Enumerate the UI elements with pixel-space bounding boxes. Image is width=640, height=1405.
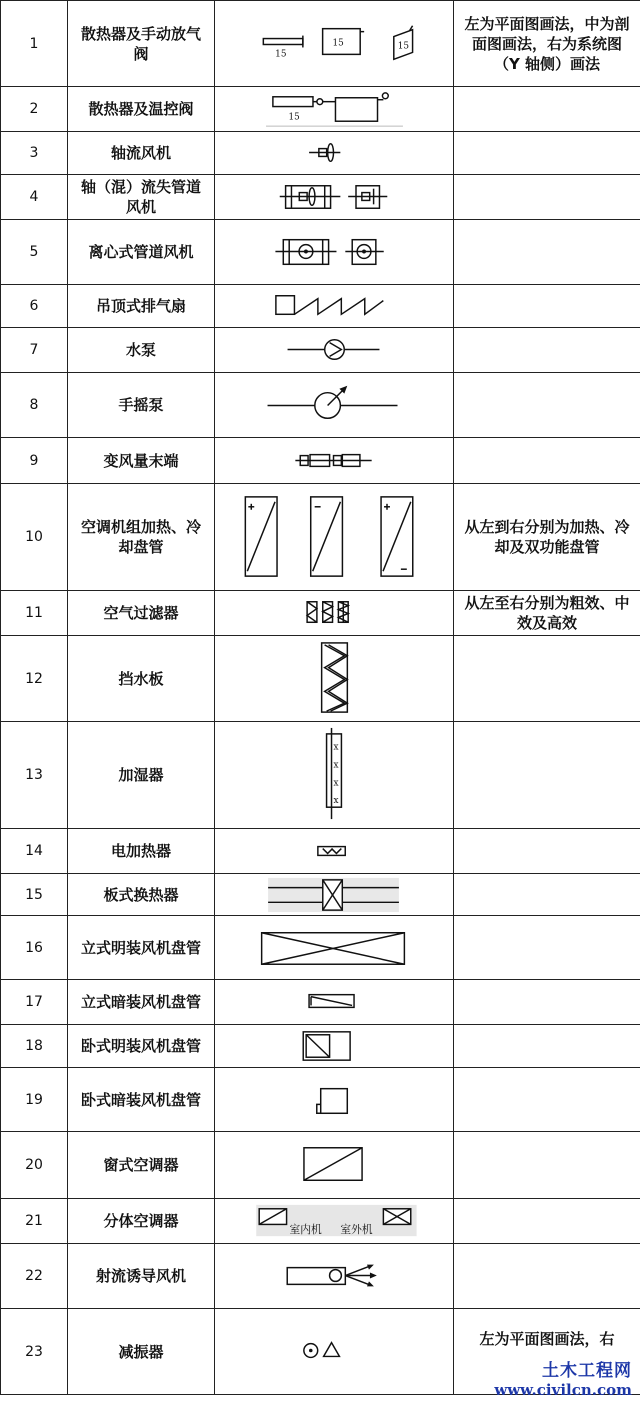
table-row: [1, 220, 640, 285]
row-name: 射流诱导风机: [68, 1244, 215, 1309]
row-name: 挡水板: [68, 636, 215, 722]
table-row: [1, 438, 640, 484]
ceiling-exhaust-fan-icon: [215, 285, 454, 328]
row-note: [454, 829, 640, 874]
svg-text:x: x: [333, 760, 339, 771]
plate-heat-exchanger-icon: [215, 874, 454, 916]
row-number: 12: [1, 636, 68, 722]
row-number: 1: [1, 1, 68, 87]
row-name: 卧式明装风机盘管: [68, 1025, 215, 1068]
row-note: [454, 916, 640, 980]
row-name: 空调机组加热、冷却盘管: [68, 484, 215, 591]
table-row: [1, 874, 640, 916]
svg-text:15: 15: [397, 41, 410, 52]
table-row: [1, 285, 640, 328]
row-name: 板式换热器: [68, 874, 215, 916]
fcu-vertical-concealed-icon: [215, 980, 454, 1025]
row-note: 从左到右分别为加热、冷却及双功能盘管: [454, 484, 640, 591]
fcu-vertical-exposed-icon: [215, 916, 454, 980]
row-number: 2: [1, 87, 68, 132]
hand-pump-icon: [215, 373, 454, 438]
air-filter-icon: [215, 591, 454, 636]
row-name: 卧式暗装风机盘管: [68, 1068, 215, 1132]
row-name: 立式暗装风机盘管: [68, 980, 215, 1025]
eliminator-icon: [215, 636, 454, 722]
axial-fan-icon: [215, 132, 454, 175]
row-note: 左为平面图画法，右: [454, 1309, 640, 1395]
table-row: [1, 484, 640, 591]
row-name: 立式明装风机盘管: [68, 916, 215, 980]
jet-induction-fan-icon: [215, 1244, 454, 1309]
row-note: [454, 285, 640, 328]
fcu-horizontal-concealed-icon: [215, 1068, 454, 1132]
fcu-horizontal-exposed-icon: [215, 1025, 454, 1068]
row-note: 从左至右分别为粗效、中效及高效: [454, 591, 640, 636]
row-note: [454, 328, 640, 373]
svg-text:15: 15: [288, 112, 300, 123]
row-name: 吊顶式排气扇: [68, 285, 215, 328]
row-number: 13: [1, 722, 68, 829]
row-number: 21: [1, 1199, 68, 1244]
table-row: [1, 1025, 640, 1068]
table-row: [1, 1244, 640, 1309]
row-name: 窗式空调器: [68, 1132, 215, 1199]
table-row: [1, 591, 640, 636]
svg-text:室内机: 室内机: [289, 1223, 322, 1237]
row-note: [454, 175, 640, 220]
centrifugal-duct-fan-icon: [215, 220, 454, 285]
row-number: 4: [1, 175, 68, 220]
row-note: [454, 220, 640, 285]
row-note: [454, 874, 640, 916]
row-number: 11: [1, 591, 68, 636]
window-ac-icon: [215, 1132, 454, 1199]
humidifier-icon: [215, 722, 454, 829]
table-row: [1, 87, 640, 132]
row-name: 轴流风机: [68, 132, 215, 175]
vav-terminal-icon: [215, 438, 454, 484]
table-row: [1, 1132, 640, 1199]
row-number: 15: [1, 874, 68, 916]
row-number: 9: [1, 438, 68, 484]
row-note: [454, 1199, 640, 1244]
heating-cooling-coil-icon: [215, 484, 454, 591]
row-number: 8: [1, 373, 68, 438]
table-row: [1, 1, 640, 87]
row-number: 19: [1, 1068, 68, 1132]
row-name: 散热器及温控阀: [68, 87, 215, 132]
row-name: 分体空调器: [68, 1199, 215, 1244]
row-number: 20: [1, 1132, 68, 1199]
table-row: [1, 328, 640, 373]
table-row: [1, 132, 640, 175]
row-note: [454, 722, 640, 829]
row-note: [454, 87, 640, 132]
svg-text:15: 15: [275, 49, 287, 60]
row-number: 5: [1, 220, 68, 285]
row-name: 离心式管道风机: [68, 220, 215, 285]
row-number: 23: [1, 1309, 68, 1395]
row-number: 16: [1, 916, 68, 980]
row-name: 空气过滤器: [68, 591, 215, 636]
svg-text:x: x: [333, 778, 339, 789]
site-watermark: [494, 1356, 632, 1399]
table-row: [1, 722, 640, 829]
svg-text:x: x: [333, 742, 339, 753]
row-number: 17: [1, 980, 68, 1025]
row-note: [454, 132, 640, 175]
row-number: 10: [1, 484, 68, 591]
row-name: 手摇泵: [68, 373, 215, 438]
row-name: 散热器及手动放气阀: [68, 1, 215, 87]
svg-text:15: 15: [332, 38, 344, 49]
electric-heater-icon: [215, 829, 454, 874]
table-row: [1, 916, 640, 980]
row-number: 18: [1, 1025, 68, 1068]
row-number: 22: [1, 1244, 68, 1309]
row-note: [454, 1244, 640, 1309]
row-number: 7: [1, 328, 68, 373]
radiator-manual-vent-icon: [215, 1, 454, 87]
row-note: [454, 438, 640, 484]
row-name: 轴（混）流失管道风机: [68, 175, 215, 220]
radiator-thermostatic-valve-icon: [215, 87, 454, 132]
vibration-isolator-icon: [215, 1309, 454, 1395]
table-row: [1, 980, 640, 1025]
table-row: [1, 175, 640, 220]
svg-text:室外机: 室外机: [340, 1223, 373, 1237]
row-number: 14: [1, 829, 68, 874]
row-name: 加湿器: [68, 722, 215, 829]
row-number: 6: [1, 285, 68, 328]
row-note: [454, 1025, 640, 1068]
row-note: [454, 1068, 640, 1132]
inline-duct-fan-icon: [215, 175, 454, 220]
row-note: [454, 636, 640, 722]
row-note: [454, 1132, 640, 1199]
row-number: 3: [1, 132, 68, 175]
row-name: 变风量末端: [68, 438, 215, 484]
watermark-line2: www.civilcn.com: [494, 1381, 632, 1399]
water-pump-icon: [215, 328, 454, 373]
table-row: [1, 636, 640, 722]
row-name: 水泵: [68, 328, 215, 373]
table-row: [1, 1068, 640, 1132]
svg-text:x: x: [333, 796, 339, 807]
row-note: [454, 373, 640, 438]
split-ac-icon: [215, 1199, 454, 1244]
table-row: [1, 829, 640, 874]
row-note: 左为平面图画法，中为剖面图画法，右为系统图（Y 轴侧）画法: [454, 1, 640, 87]
row-name: 电加热器: [68, 829, 215, 874]
row-name: 减振器: [68, 1309, 215, 1395]
row-note: [454, 980, 640, 1025]
table-row: [1, 373, 640, 438]
table-row: [1, 1199, 640, 1244]
watermark-line1: 土木工程网: [542, 1361, 632, 1381]
